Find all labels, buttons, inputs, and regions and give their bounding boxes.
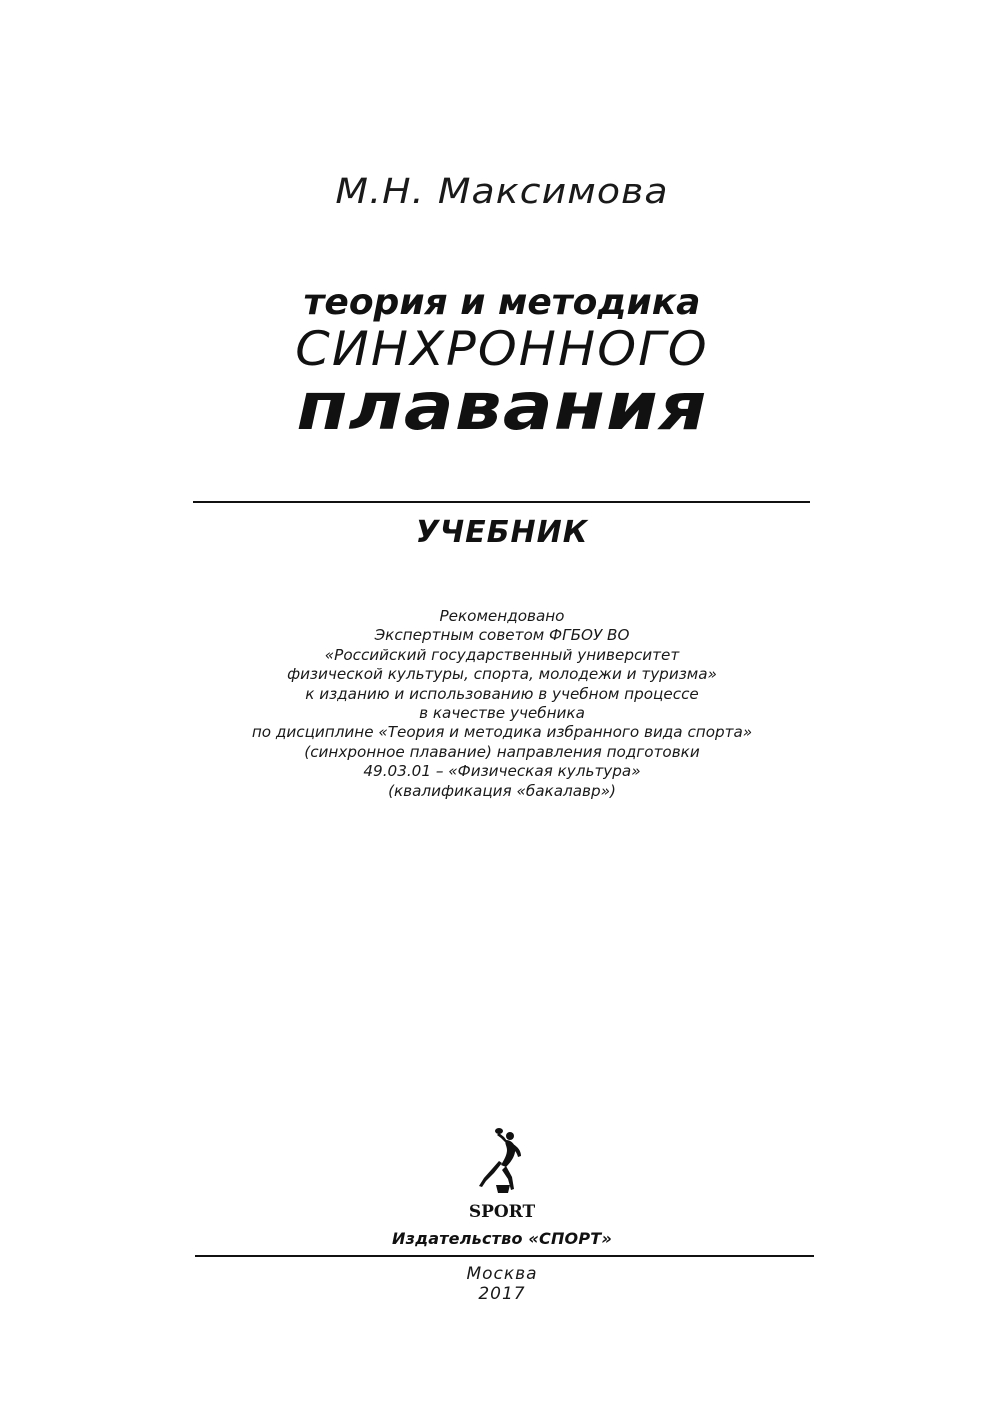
title-line-3: плавания [296, 368, 708, 445]
recommendation-line: к изданию и использованию в учебном процессе [305, 684, 699, 703]
recommendation-line: в качестве учебника [419, 704, 585, 723]
top-divider [193, 501, 810, 503]
discus-thrower-logo-icon [466, 1127, 538, 1223]
publication-city: Москва [466, 1264, 538, 1284]
publisher-name: Издательство «СПОРТ» [392, 1229, 612, 1248]
author-name: М.Н. Максимова [335, 172, 669, 212]
recommendation-line: 49.03.01 – «Физическая культура» [363, 762, 641, 781]
title-line-2: СИНХРОННОГО [295, 322, 709, 377]
title-line-1: теория и методика [303, 282, 701, 323]
recommendation-block [0, 607, 1004, 801]
bottom-divider [195, 1255, 814, 1257]
recommendation-line: физической культуры, спорта, молодежи и туризма» [287, 665, 717, 684]
document-type: УЧЕБНИК [415, 515, 589, 550]
recommendation-line: Экспертным советом ФГБОУ ВО [374, 626, 630, 645]
publication-year: 2017 [478, 1284, 526, 1304]
recommendation-line: «Российский государственный университет [324, 645, 680, 664]
logo-text: SPORT [468, 1202, 536, 1222]
recommendation-line: (квалификация «бакалавр») [388, 781, 616, 800]
recommendation-line: (синхронное плавание) направления подготовки [304, 742, 700, 761]
recommendation-line: по дисциплине «Теория и методика избранного вида спорта» [251, 723, 753, 742]
recommendation-line: Рекомендовано [439, 607, 565, 625]
